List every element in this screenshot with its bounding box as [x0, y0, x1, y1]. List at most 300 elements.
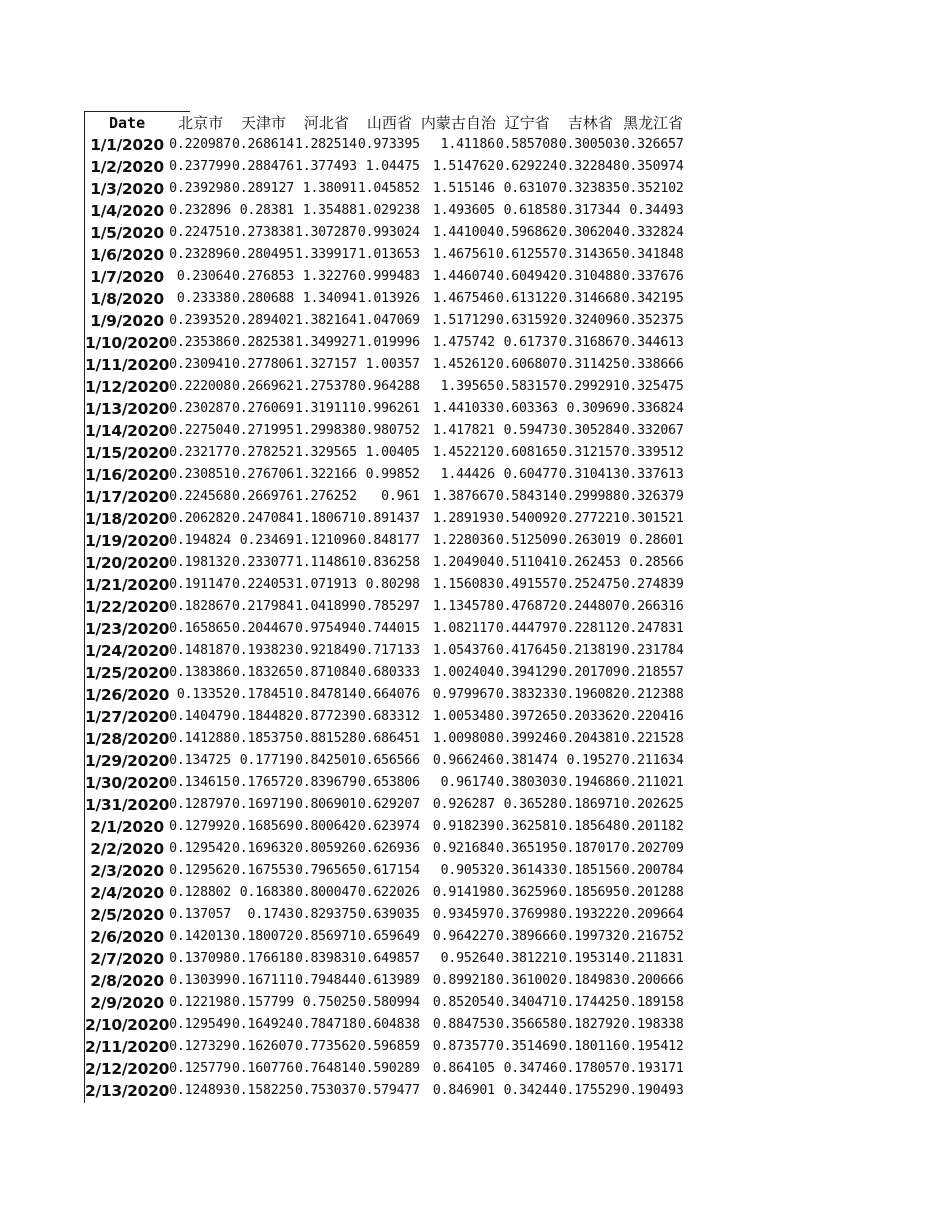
value-cell: 0.61858 — [503, 203, 558, 218]
value-cell: 0.175529 — [558, 1083, 621, 1098]
value-cell: 0.224053 — [232, 577, 294, 592]
value-cell: 0.417645 — [495, 643, 558, 658]
value-cell: 0.973395 — [357, 137, 420, 152]
value-cell: 0.590289 — [357, 1061, 420, 1076]
value-cell: 0.596862 — [495, 225, 558, 240]
value-cell: 0.653806 — [357, 775, 420, 790]
value-cell: 0.511041 — [495, 555, 558, 570]
value-cell: 0.324096 — [558, 313, 621, 328]
value-cell: 0.316867 — [558, 335, 621, 350]
value-cell: 0.312157 — [558, 445, 621, 460]
value-cell: 0.806901 — [294, 797, 357, 812]
column-header-date: Date — [109, 114, 146, 132]
table-row — [85, 1080, 685, 1102]
value-cell: 0.352102 — [621, 181, 684, 196]
value-cell: 0.266316 — [621, 599, 684, 614]
column-header: 辽宁省 — [504, 114, 550, 132]
value-cell: 1.005348 — [432, 709, 495, 724]
date-cell: 1/19/2020 — [85, 532, 170, 550]
value-cell: 0.247831 — [621, 621, 684, 636]
column-header: 吉林省 — [567, 114, 613, 132]
value-cell: 0.337613 — [621, 467, 684, 482]
value-cell: 0.325475 — [621, 379, 684, 394]
date-cell: 1/25/2020 — [85, 664, 170, 682]
value-cell: 0.921849 — [294, 643, 357, 658]
date-cell: 2/11/2020 — [85, 1038, 170, 1056]
value-cell: 0.134725 — [169, 753, 232, 768]
value-cell: 1.289193 — [432, 511, 495, 526]
value-cell: 0.191147 — [169, 577, 232, 592]
value-cell: 0.332824 — [621, 225, 684, 240]
value-cell: 0.36528 — [503, 797, 558, 812]
value-cell: 1.134578 — [432, 599, 495, 614]
table-row — [85, 640, 685, 662]
value-cell: 0.134615 — [169, 775, 232, 790]
value-cell: 1.387667 — [432, 489, 495, 504]
table-row — [85, 464, 685, 486]
value-cell: 0.629224 — [495, 159, 558, 174]
column-header: 河北省 — [303, 114, 349, 132]
value-cell: 0.34244 — [503, 1083, 558, 1098]
value-cell: 0.244807 — [558, 599, 621, 614]
date-cell: 1/12/2020 — [85, 378, 170, 396]
value-cell: 1.228036 — [432, 533, 495, 548]
value-cell: 1.002404 — [432, 665, 495, 680]
table-row — [85, 376, 685, 398]
value-cell: 0.228112 — [558, 621, 621, 636]
value-cell: 1.319111 — [294, 401, 357, 416]
value-cell: 0.891437 — [357, 511, 420, 526]
value-cell: 0.899218 — [432, 973, 495, 988]
value-cell: 1.071913 — [294, 577, 357, 592]
value-cell: 0.230851 — [169, 467, 232, 482]
value-cell: 0.631592 — [495, 313, 558, 328]
value-cell: 0.184482 — [232, 709, 294, 724]
value-cell: 0.277221 — [558, 511, 621, 526]
table-row — [85, 332, 685, 354]
value-cell: 0.184983 — [558, 973, 621, 988]
value-cell: 0.216752 — [621, 929, 684, 944]
column-header: 天津市 — [241, 114, 287, 132]
value-cell: 1.299838 — [294, 423, 357, 438]
value-cell: 1.417821 — [432, 423, 495, 438]
date-cell: 1/24/2020 — [85, 642, 170, 660]
value-cell: 0.999483 — [357, 269, 420, 284]
table-row — [85, 134, 685, 156]
value-cell: 0.203362 — [558, 709, 621, 724]
value-cell: 0.23064 — [176, 269, 232, 284]
value-cell: 0.847814 — [294, 687, 357, 702]
value-cell: 0.322848 — [558, 159, 621, 174]
value-cell: 0.13352 — [176, 687, 232, 702]
value-cell: 0.142013 — [169, 929, 232, 944]
value-cell: 1.045852 — [357, 181, 420, 196]
value-cell: 1.307287 — [294, 225, 357, 240]
value-cell: 0.129562 — [169, 863, 232, 878]
value-cell: 0.157799 — [232, 995, 294, 1010]
value-cell: 0.212388 — [621, 687, 684, 702]
value-cell: 0.230287 — [169, 401, 232, 416]
value-cell: 0.323835 — [558, 181, 621, 196]
value-cell: 0.176572 — [232, 775, 294, 790]
value-cell: 0.125779 — [169, 1061, 232, 1076]
table-row — [85, 1036, 685, 1058]
value-cell: 0.383233 — [495, 687, 558, 702]
value-cell: 0.80298 — [365, 577, 420, 592]
value-cell: 0.540092 — [495, 511, 558, 526]
value-cell: 0.332067 — [621, 423, 684, 438]
value-cell: 0.871084 — [294, 665, 357, 680]
value-cell: 0.289127 — [232, 181, 294, 196]
value-cell: 1.054376 — [432, 643, 495, 658]
value-cell: 0.220416 — [621, 709, 684, 724]
date-cell: 1/27/2020 — [85, 708, 170, 726]
value-cell: 0.233077 — [232, 555, 294, 570]
value-cell: 0.63107 — [503, 181, 558, 196]
value-cell: 0.444797 — [495, 621, 558, 636]
value-cell: 0.314365 — [558, 247, 621, 262]
value-cell: 0.174425 — [558, 995, 621, 1010]
value-cell: 0.993024 — [357, 225, 420, 240]
value-cell: 0.232177 — [169, 445, 232, 460]
value-cell: 0.221528 — [621, 731, 684, 746]
date-cell: 2/3/2020 — [90, 862, 164, 880]
value-cell: 0.137098 — [169, 951, 232, 966]
value-cell: 0.194686 — [558, 775, 621, 790]
value-cell: 0.185695 — [558, 885, 621, 900]
value-cell: 0.160776 — [232, 1061, 294, 1076]
value-cell: 0.744015 — [357, 621, 420, 636]
value-cell: 0.381474 — [495, 753, 558, 768]
table-row — [85, 178, 685, 200]
value-cell: 0.276069 — [232, 401, 294, 416]
value-cell: 0.683312 — [357, 709, 420, 724]
value-cell: 0.800047 — [294, 885, 357, 900]
value-cell: 1.204904 — [432, 555, 495, 570]
table-row — [85, 398, 685, 420]
value-cell: 1.082117 — [432, 621, 495, 636]
table-row — [85, 706, 685, 728]
value-cell: 0.60477 — [503, 467, 558, 482]
header-row — [85, 112, 685, 134]
value-cell: 0.512509 — [495, 533, 558, 548]
value-cell: 0.980752 — [357, 423, 420, 438]
value-cell: 0.185375 — [232, 731, 294, 746]
value-cell: 0.95264 — [440, 951, 495, 966]
value-cell: 0.271995 — [232, 423, 294, 438]
table-row — [85, 618, 685, 640]
value-cell: 0.717133 — [357, 643, 420, 658]
value-cell: 0.596859 — [357, 1039, 420, 1054]
value-cell: 0.881528 — [294, 731, 357, 746]
value-cell: 1.282514 — [294, 137, 357, 152]
table-row — [85, 354, 685, 376]
value-cell: 0.278252 — [232, 445, 294, 460]
column-header: 山西省 — [366, 114, 412, 132]
value-cell: 1.019996 — [357, 335, 420, 350]
value-cell: 0.288476 — [232, 159, 294, 174]
date-cell: 2/7/2020 — [90, 950, 164, 968]
value-cell: 0.178057 — [558, 1061, 621, 1076]
date-cell: 1/1/2020 — [90, 136, 164, 154]
value-cell: 1.114861 — [294, 555, 357, 570]
value-cell: 1.441033 — [432, 401, 495, 416]
value-cell: 0.764814 — [294, 1061, 357, 1076]
value-cell: 0.921684 — [432, 841, 495, 856]
value-cell: 0.129542 — [169, 841, 232, 856]
table-row — [85, 420, 685, 442]
value-cell: 0.773562 — [294, 1039, 357, 1054]
value-cell: 0.237799 — [169, 159, 232, 174]
table-row — [85, 310, 685, 332]
value-cell: 0.127329 — [169, 1039, 232, 1054]
value-cell: 0.138386 — [169, 665, 232, 680]
value-cell: 0.350974 — [621, 159, 684, 174]
value-cell: 0.280495 — [232, 247, 294, 262]
value-cell: 0.230941 — [169, 357, 232, 372]
value-cell: 0.356658 — [495, 1017, 558, 1032]
value-cell: 1.35488 — [302, 203, 357, 218]
value-cell: 0.686451 — [357, 731, 420, 746]
value-cell: 0.164924 — [232, 1017, 294, 1032]
value-cell: 1.467546 — [432, 291, 495, 306]
value-cell: 0.169632 — [232, 841, 294, 856]
value-cell: 0.198132 — [169, 555, 232, 570]
value-cell: 0.204381 — [558, 731, 621, 746]
value-cell: 1.382164 — [294, 313, 357, 328]
value-cell: 0.190493 — [621, 1083, 684, 1098]
value-cell: 0.300503 — [558, 137, 621, 152]
value-cell: 0.217984 — [232, 599, 294, 614]
date-cell: 1/8/2020 — [90, 290, 164, 308]
value-cell: 0.317344 — [558, 203, 621, 218]
value-cell: 0.617154 — [357, 863, 420, 878]
value-cell: 0.381221 — [495, 951, 558, 966]
value-cell: 1.013926 — [357, 291, 420, 306]
value-cell: 0.99852 — [365, 467, 420, 482]
value-cell: 0.362581 — [495, 819, 558, 834]
value-cell: 0.753037 — [294, 1083, 357, 1098]
value-cell: 1.329565 — [294, 445, 357, 460]
value-cell: 0.204467 — [232, 621, 294, 636]
value-cell: 0.351469 — [495, 1039, 558, 1054]
table-row — [85, 530, 685, 552]
value-cell: 0.656566 — [357, 753, 420, 768]
value-cell: 1.493605 — [432, 203, 495, 218]
value-cell: 0.314668 — [558, 291, 621, 306]
value-cell: 0.583157 — [495, 379, 558, 394]
value-cell: 0.232896 — [169, 247, 232, 262]
value-cell: 0.167111 — [232, 973, 294, 988]
value-cell: 0.202709 — [621, 841, 684, 856]
value-cell: 1.39565 — [440, 379, 495, 394]
value-cell: 0.200784 — [621, 863, 684, 878]
date-cell: 1/16/2020 — [85, 466, 170, 484]
value-cell: 0.182792 — [558, 1017, 621, 1032]
value-cell: 1.475742 — [432, 335, 495, 350]
date-cell: 1/29/2020 — [85, 752, 170, 770]
value-cell: 0.864105 — [432, 1061, 495, 1076]
date-cell: 1/3/2020 — [90, 180, 164, 198]
value-cell: 1.514762 — [432, 159, 495, 174]
value-cell: 0.224751 — [169, 225, 232, 240]
value-cell: 0.397265 — [495, 709, 558, 724]
value-cell: 0.612557 — [495, 247, 558, 262]
value-cell: 0.130399 — [169, 973, 232, 988]
value-cell: 0.659649 — [357, 929, 420, 944]
value-cell: 0.961 — [381, 489, 420, 504]
value-cell: 0.201709 — [558, 665, 621, 680]
value-cell: 0.376998 — [495, 907, 558, 922]
value-cell: 1.009808 — [432, 731, 495, 746]
date-cell: 1/9/2020 — [90, 312, 164, 330]
value-cell: 1.467561 — [432, 247, 495, 262]
value-cell: 0.326657 — [621, 137, 684, 152]
date-cell: 1/22/2020 — [85, 598, 170, 616]
value-cell: 0.200666 — [621, 973, 684, 988]
value-cell: 0.311425 — [558, 357, 621, 372]
value-cell: 0.28601 — [629, 533, 684, 548]
value-cell: 0.193171 — [621, 1061, 684, 1076]
date-cell: 1/15/2020 — [85, 444, 170, 462]
value-cell: 1.377493 — [294, 159, 357, 174]
value-cell: 1.38091 — [302, 181, 357, 196]
value-cell: 0.186971 — [558, 797, 621, 812]
table-row — [85, 926, 685, 948]
date-cell: 2/12/2020 — [85, 1060, 170, 1078]
value-cell: 0.28381 — [239, 203, 294, 218]
value-cell: 0.282538 — [232, 335, 294, 350]
value-cell: 0.306204 — [558, 225, 621, 240]
value-cell: 0.209664 — [621, 907, 684, 922]
date-cell: 1/20/2020 — [85, 554, 170, 572]
column-header: 北京市 — [178, 114, 224, 132]
value-cell: 0.231784 — [621, 643, 684, 658]
date-cell: 2/2/2020 — [90, 840, 164, 858]
value-cell: 1.32276 — [302, 269, 357, 284]
table-row — [85, 662, 685, 684]
table-row — [85, 772, 685, 794]
value-cell: 0.299988 — [558, 489, 621, 504]
value-cell: 0.603363 — [495, 401, 558, 416]
value-cell: 0.23469 — [239, 533, 294, 548]
value-cell: 1.446074 — [432, 269, 495, 284]
value-cell: 0.918239 — [432, 819, 495, 834]
date-cell: 1/5/2020 — [90, 224, 164, 242]
table-row — [85, 200, 685, 222]
value-cell: 0.873577 — [432, 1039, 495, 1054]
value-cell: 0.352375 — [621, 313, 684, 328]
value-cell: 1.34094 — [302, 291, 357, 306]
date-cell: 1/21/2020 — [85, 576, 170, 594]
table-row — [85, 244, 685, 266]
value-cell: 0.399246 — [495, 731, 558, 746]
value-cell: 0.137057 — [169, 907, 232, 922]
value-cell: 0.979967 — [432, 687, 495, 702]
date-cell: 1/18/2020 — [85, 510, 170, 528]
value-cell: 0.28566 — [629, 555, 684, 570]
value-cell: 0.176618 — [232, 951, 294, 966]
value-cell: 0.491557 — [495, 577, 558, 592]
table-row — [85, 860, 685, 882]
value-cell: 1.515146 — [432, 181, 495, 196]
value-cell: 0.649857 — [357, 951, 420, 966]
value-cell: 0.199732 — [558, 929, 621, 944]
value-cell: 0.784718 — [294, 1017, 357, 1032]
value-cell: 0.274839 — [621, 577, 684, 592]
value-cell: 1.013653 — [357, 247, 420, 262]
value-cell: 0.211021 — [621, 775, 684, 790]
table-row — [85, 508, 685, 530]
value-cell: 0.829375 — [294, 907, 357, 922]
value-cell: 1.156083 — [432, 577, 495, 592]
value-cell: 0.613989 — [357, 973, 420, 988]
date-cell: 1/4/2020 — [90, 202, 164, 220]
date-cell: 2/5/2020 — [90, 906, 164, 924]
value-cell: 0.796565 — [294, 863, 357, 878]
value-cell: 1.41186 — [440, 137, 495, 152]
value-cell: 0.198338 — [621, 1017, 684, 1032]
value-cell: 0.222008 — [169, 379, 232, 394]
date-cell: 1/31/2020 — [85, 796, 170, 814]
value-cell: 0.877239 — [294, 709, 357, 724]
table-row — [85, 266, 685, 288]
value-cell: 0.127992 — [169, 819, 232, 834]
column-header: 内蒙古自治 — [420, 114, 496, 132]
value-cell: 0.639035 — [357, 907, 420, 922]
value-cell: 0.339512 — [621, 445, 684, 460]
value-cell: 0.211634 — [621, 753, 684, 768]
value-cell: 0.165865 — [169, 621, 232, 636]
value-cell: 0.380303 — [495, 775, 558, 790]
value-cell: 0.213819 — [558, 643, 621, 658]
value-cell: 0.613122 — [495, 291, 558, 306]
table-row — [85, 882, 685, 904]
value-cell: 1.452212 — [432, 445, 495, 460]
table-row — [85, 1058, 685, 1080]
table-row — [85, 442, 685, 464]
value-cell: 0.178451 — [232, 687, 294, 702]
value-cell: 1.322166 — [294, 467, 357, 482]
date-cell: 1/11/2020 — [85, 356, 170, 374]
value-cell: 0.268614 — [232, 137, 294, 152]
table-row — [85, 838, 685, 860]
value-cell: 0.340471 — [495, 995, 558, 1010]
value-cell: 0.195412 — [621, 1039, 684, 1054]
value-cell: 0.61737 — [503, 335, 558, 350]
value-cell: 0.914198 — [432, 885, 495, 900]
value-cell: 0.148187 — [169, 643, 232, 658]
value-cell: 0.326379 — [621, 489, 684, 504]
date-cell: 1/17/2020 — [85, 488, 170, 506]
value-cell: 1.04475 — [365, 159, 420, 174]
table-row — [85, 992, 685, 1014]
value-cell: 0.128802 — [169, 885, 232, 900]
value-cell: 0.30969 — [566, 401, 621, 416]
value-cell: 0.362596 — [495, 885, 558, 900]
value-cell: 0.96174 — [440, 775, 495, 790]
table-row — [85, 684, 685, 706]
value-cell: 0.227504 — [169, 423, 232, 438]
value-cell: 0.934597 — [432, 907, 495, 922]
value-cell: 0.16838 — [239, 885, 294, 900]
date-cell: 2/9/2020 — [90, 994, 164, 1012]
table-row — [85, 574, 685, 596]
value-cell: 0.584314 — [495, 489, 558, 504]
value-cell: 1.180671 — [294, 511, 357, 526]
date-cell: 1/26/2020 — [85, 686, 170, 704]
value-cell: 0.964227 — [432, 929, 495, 944]
